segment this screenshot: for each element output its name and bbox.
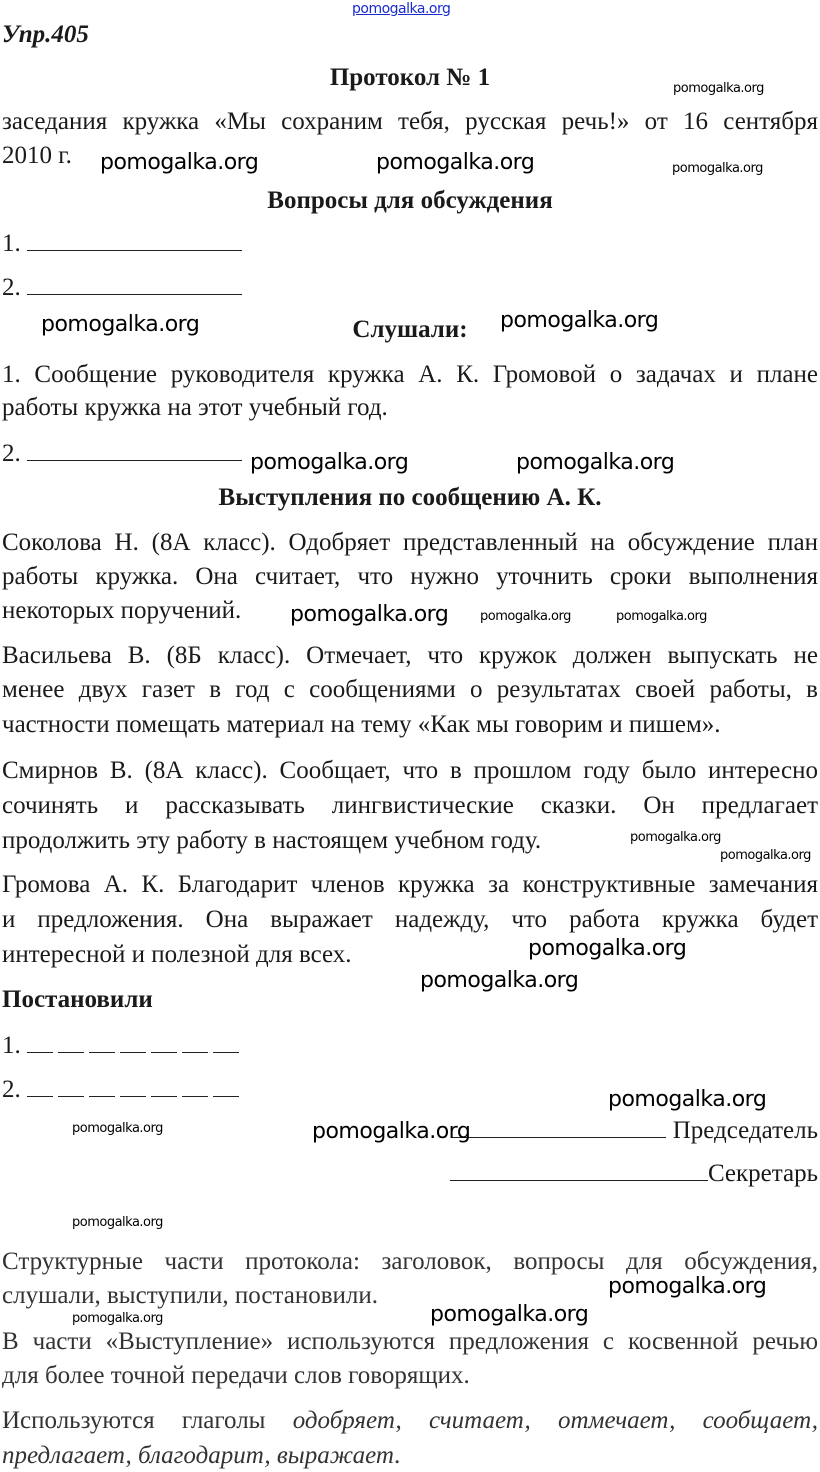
secretary-signature [2,1159,818,1189]
speech-line: интересной и полезной для всех. [2,941,352,968]
watermark: pomogalka.org [41,312,200,337]
speech-line: и предложения. Она выражает надежду, что работа кружка будет [2,906,818,933]
speeches-heading: Выступления по сообщению А. К. [218,484,602,511]
listened-item-2 [2,439,242,469]
analysis-line: В части «Выступление» используются предложения с косвенной речью [2,1328,818,1355]
watermark: pomogalka.org [72,1311,163,1326]
protocol-title: Протокол № 1 [329,64,491,91]
resolved-number: 1. [2,1032,21,1059]
blank-line [27,230,242,251]
watermark: pomogalka.org [100,150,259,175]
analysis-text: Используются глаголы [2,1407,266,1434]
question-number: 1. [2,230,21,257]
speech-line: работы кружка. Она считает, что нужно уточнить сроки выполнения [2,563,818,590]
questions-heading: Вопросы для обсуждения [267,187,553,214]
speech-line: некоторых поручений. [2,597,242,624]
dashed-line [27,1077,242,1097]
watermark: pomogalka.org [312,1119,471,1144]
watermark: pomogalka.org [352,1,451,17]
question-item [2,273,242,303]
secretary-label: Секретарь [707,1160,818,1187]
watermark: pomogalka.org [608,1274,767,1299]
analysis-line: слушали, выступили, постановили. [2,1282,378,1309]
chairman-label: Председатель [672,1117,818,1144]
watermark: pomogalka.org [500,308,659,333]
intro-line: заседания кружка «Мы сохраним тебя, русская речь!» от 16 сентября [2,108,818,135]
watermark: pomogalka.org [630,830,721,845]
signature-line [451,1117,666,1138]
watermark: pomogalka.org [672,161,763,176]
speech-line: менее двух газет в год с сообщениями о результатах своей работы, в [2,676,818,703]
analysis-line: Структурные части протокола: заголовок, вопросы для обсуждения, [2,1248,818,1275]
question-item [2,229,242,259]
watermark: pomogalka.org [516,450,675,475]
listened-line: 1. Сообщение руководителя кружка А. К. Громовой о задачах и плане [2,361,818,388]
analysis-verbs: предлагает, благодарит, выражает [2,1442,394,1469]
speech-line: Громова А. К. Благодарит членов кружка за конструктивные замечания [2,871,818,898]
watermark: pomogalka.org [290,602,449,627]
watermark: pomogalka.org [528,936,687,961]
resolved-number: 2. [2,1076,21,1103]
resolved-item [2,1075,242,1105]
speech-line: Смирнов В. (8А класс). Сообщает, что в прошлом году было интересно [2,757,818,784]
blank-line [27,440,242,461]
watermark: pomogalka.org [376,150,535,175]
watermark: pomogalka.org [420,968,579,993]
watermark: pomogalka.org [72,1121,163,1136]
dashed-line [27,1033,242,1053]
speech-line: частности помещать материал на тему «Как мы говорим и пишем». [2,711,721,738]
listened-heading: Слушали: [352,316,468,343]
analysis-line [2,1441,400,1471]
speech-line: сочинять и рассказывать лингвистические сказки. Он предлагает [2,792,818,819]
analysis-line [2,1406,818,1436]
watermark: pomogalka.org [72,1215,163,1230]
listened-line: работы кружка на этот учебный год. [2,394,388,421]
watermark: pomogalka.org [250,450,409,475]
watermark: pomogalka.org [430,1302,589,1327]
watermark: pomogalka.org [720,848,811,863]
speech-line: Васильева В. (8Б класс). Отмечает, что кружок должен выпускать не [2,642,818,669]
speech-line: продолжить эту работу в настоящем учебном году. [2,827,542,854]
watermark: pomogalka.org [608,1087,767,1112]
watermark: pomogalka.org [480,609,571,624]
analysis-line: для более точной передачи слов говорящих. [2,1362,470,1389]
watermark: pomogalka.org [616,609,707,624]
question-number: 2. [2,274,21,301]
signature-line [450,1160,708,1181]
speech-line: Соколова Н. (8А класс). Одобряет представленный на обсуждение план [2,529,818,556]
watermark: pomogalka.org [673,81,764,96]
analysis-verbs: одобряет, считает, отмечает, сообщает, [292,1407,818,1434]
intro-line: 2010 г. [2,142,72,169]
listened-number: 2. [2,440,21,467]
analysis-text: . [393,1442,401,1469]
blank-line [27,274,242,295]
resolved-heading: Постановили [2,986,153,1013]
exercise-number: Упр.405 [2,21,89,48]
resolved-item [2,1031,242,1061]
